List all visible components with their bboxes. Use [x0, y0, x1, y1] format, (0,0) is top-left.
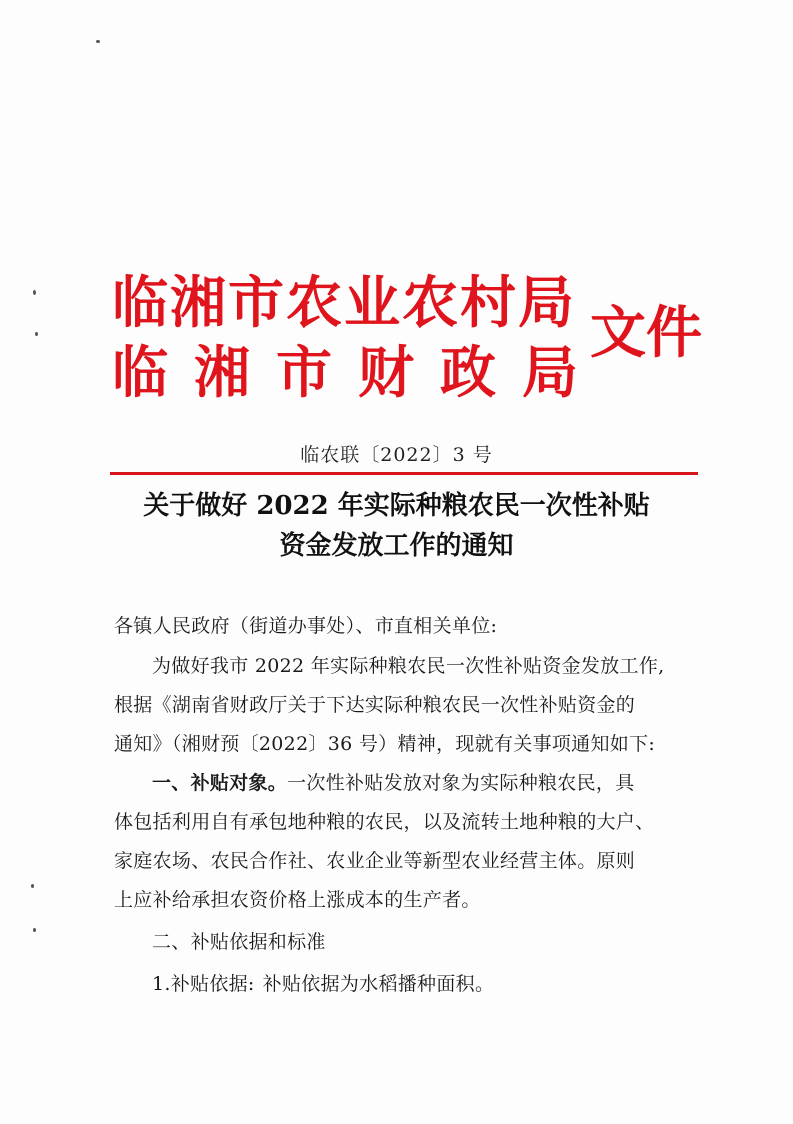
- document-title-line-2: 资金发放工作的通知: [279, 531, 514, 561]
- item-1-label: 1.补贴依据:: [152, 973, 255, 995]
- masthead-issuer-agriculture: 临湘市农业农村局: [112, 271, 576, 336]
- intro-line-1: 为做好我市 2022 年实际种粮农民一次性补贴资金发放工作,: [152, 655, 665, 677]
- section-1-first-line: [152, 771, 635, 795]
- scan-speck: [31, 884, 34, 888]
- scan-speck: [35, 332, 38, 336]
- section-1-text-2: 体包括利用自有承包地种粮的农民，以及流转土地种粮的大户、: [114, 811, 655, 833]
- document-title-line-1: 关于做好 2022 年实际种粮农民一次性补贴: [143, 491, 650, 521]
- intro-line-3: 通知》（湘财预〔2022〕36 号）精神，现就有关事项通知如下:: [114, 733, 656, 755]
- intro-line-2: 根据《湖南省财政厅关于下达实际种粮农民一次性补贴资金的: [114, 694, 636, 716]
- item-1-text: 补贴依据为水稻播种面积。: [262, 973, 495, 995]
- section-2-heading: 二、补贴依据和标准: [152, 931, 326, 953]
- item-1: [152, 972, 494, 996]
- salutation: 各镇人民政府（街道办事处）、市直相关单位:: [114, 615, 498, 637]
- section-1-text-4: 上应补给承担农资价格上涨成本的生产者。: [114, 889, 481, 911]
- scan-speck: [33, 928, 36, 932]
- document-number: 临农联〔2022〕3 号: [300, 444, 493, 466]
- section-1-text-3: 家庭农场、农民合作社、农业企业等新型农业经营主体。原则: [114, 850, 636, 872]
- section-1-heading: 一、补贴对象。: [152, 772, 288, 794]
- scan-speck: [96, 40, 100, 43]
- scan-speck: [33, 290, 36, 295]
- masthead-issuer-finance: 临湘市财政局: [112, 341, 604, 406]
- red-masthead: [112, 272, 712, 422]
- red-divider-rule: [110, 472, 698, 475]
- masthead-document-suffix: 文件: [590, 301, 702, 366]
- section-1-text-1: 一次性补贴发放对象为实际种粮农民，具: [287, 772, 635, 794]
